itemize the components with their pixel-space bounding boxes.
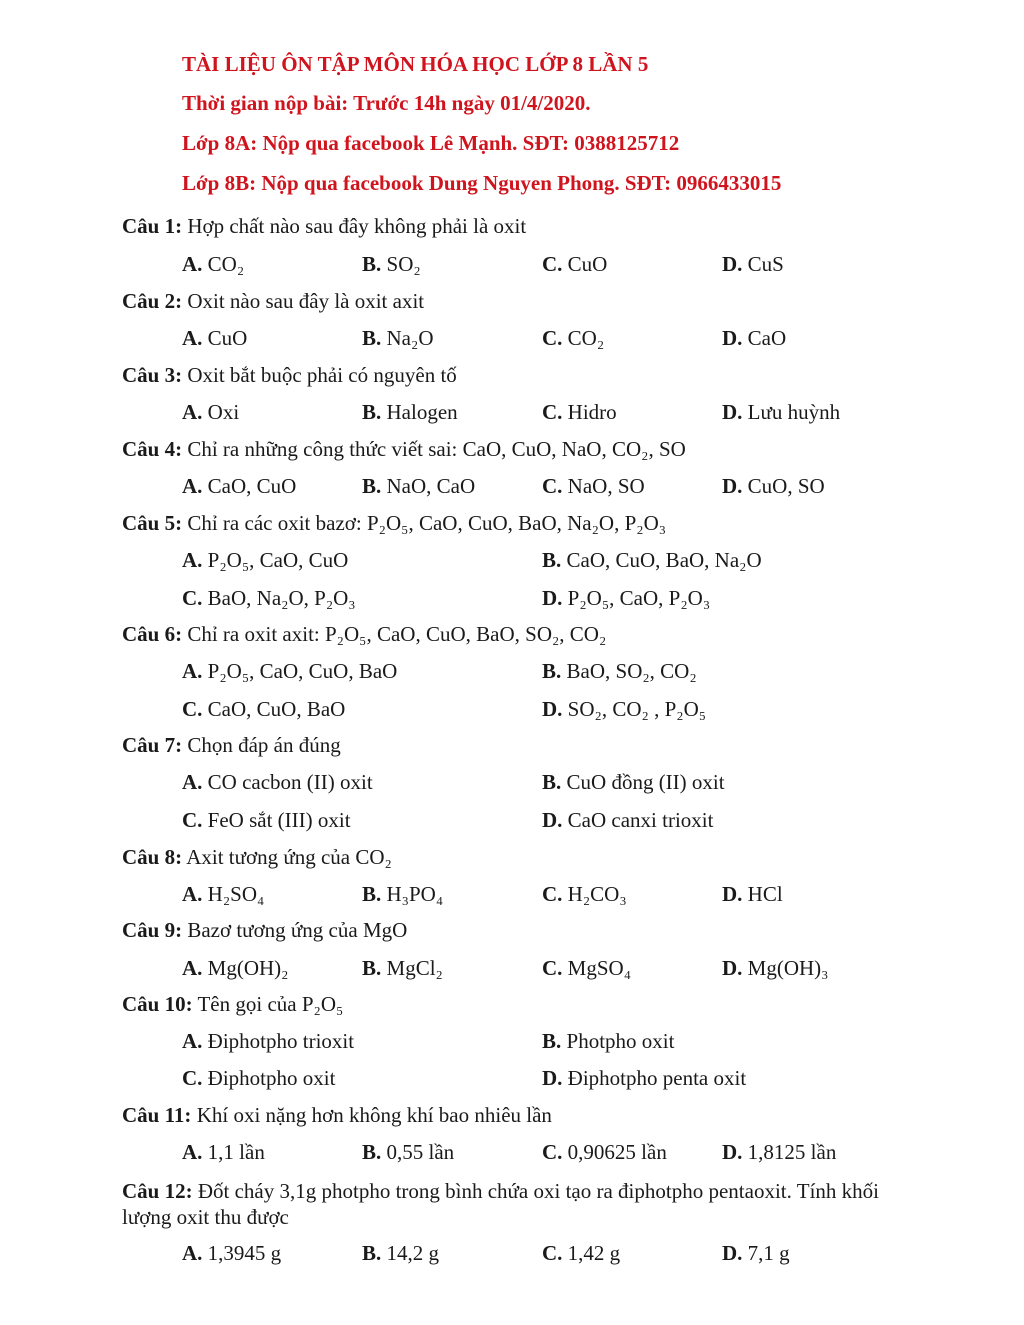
q12-option-d: D. 7,1 g (722, 1241, 790, 1265)
q7-option-c: C. FeO sắt (III) oxit (182, 808, 351, 832)
q5-option-d: D. P₂O₅, CaO, P₂O₃ (542, 586, 711, 610)
q8-option-c: C. H₂CO₃ (542, 882, 627, 906)
q12-option-c: C. 1,42 g (542, 1241, 621, 1265)
question-3: Câu 3: Oxit bắt buộc phải có nguyên tố (122, 363, 457, 387)
deadline-line: Thời gian nộp bài: Trước 14h ngày 01/4/2020. (182, 91, 591, 115)
q3-option-d: D. Lưu huỳnh (722, 400, 841, 424)
q7-option-a: A. CO cacbon (II) oxit (182, 770, 373, 794)
q2-option-d: D. CaO (722, 326, 787, 350)
q1-option-b: B. SO₂ (362, 252, 421, 276)
question-4: Câu 4: Chỉ ra những công thức viết sai: CaO, CuO, NaO, CO₂, SO (122, 437, 686, 461)
q9-option-b: B. MgCl₂ (362, 956, 443, 980)
class-8a-line: Lớp 8A: Nộp qua facebook Lê Mạnh. SĐT: 0388125712 (182, 131, 680, 155)
q8-option-b: B. H₃PO₄ (362, 882, 444, 906)
q2-option-b: B. Na₂O (362, 326, 434, 350)
q9-option-c: C. MgSO₄ (542, 956, 632, 980)
q6-option-a: A. P₂O₅, CaO, CuO, BaO (182, 659, 398, 683)
q7-option-b: B. CuO đồng (II) oxit (542, 770, 725, 794)
q4-option-d: D. CuO, SO (722, 474, 825, 498)
q8-option-a: A. H₂SO₄ (182, 882, 265, 906)
q11-option-a: A. 1,1 lần (182, 1140, 265, 1164)
document-title: TÀI LIỆU ÔN TẬP MÔN HÓA HỌC LỚP 8 LẦN 5 (182, 52, 649, 76)
q3-option-c: C. Hidro (542, 400, 617, 424)
question-6: Câu 6: Chỉ ra oxit axit: P₂O₅, CaO, CuO, BaO, SO₂, CO₂ (122, 622, 607, 646)
q11-option-c: C. 0,90625 lần (542, 1140, 667, 1164)
q1-option-c: C. CuO (542, 252, 608, 276)
q9-option-a: A. Mg(OH)₂ (182, 956, 289, 980)
q6-option-b: B. BaO, SO₂, CO₂ (542, 659, 697, 683)
q2-option-c: C. CO₂ (542, 326, 605, 350)
question-2: Câu 2: Oxit nào sau đây là oxit axit (122, 289, 425, 313)
question-1: Câu 1: Hợp chất nào sau đây không phải là oxit (122, 214, 527, 238)
q5-option-a: A. P₂O₅, CaO, CuO (182, 548, 349, 572)
q1-option-a: A. CO₂ (182, 252, 245, 276)
q9-option-d: D. Mg(OH)₃ (722, 956, 829, 980)
q12-option-a: A. 1,3945 g (182, 1241, 282, 1265)
question-9: Câu 9: Bazơ tương ứng của MgO (122, 918, 408, 942)
q5-option-c: C. BaO, Na₂O, P₂O₃ (182, 586, 356, 610)
question-7: Câu 7: Chọn đáp án đúng (122, 733, 341, 757)
q4-option-a: A. CaO, CuO (182, 474, 297, 498)
q11-option-b: B. 0,55 lần (362, 1140, 455, 1164)
q11-option-d: D. 1,8125 lần (722, 1140, 837, 1164)
q3-option-b: B. Halogen (362, 400, 458, 424)
q6-option-c: C. CaO, CuO, BaO (182, 697, 346, 721)
q7-option-d: D. CaO canxi trioxit (542, 808, 714, 832)
q10-option-d: D. Điphotpho penta oxit (542, 1066, 747, 1090)
question-12: Câu 12: Đốt cháy 3,1g photpho trong bình chứa oxi tạo ra điphotpho pentaoxit. Tính khối lượng oxit thu được (122, 1179, 879, 1229)
q5-option-b: B. CaO, CuO, BaO, Na₂O (542, 548, 762, 572)
q1-option-d: D. CuS (722, 252, 784, 276)
q10-option-b: B. Photpho oxit (542, 1029, 675, 1053)
question-11: Câu 11: Khí oxi nặng hơn không khí bao nhiêu lần (122, 1103, 552, 1127)
q12-option-b: B. 14,2 g (362, 1241, 440, 1265)
q3-option-a: A. Oxi (182, 400, 240, 424)
q10-option-c: C. Điphotpho oxit (182, 1066, 336, 1090)
question-5: Câu 5: Chỉ ra các oxit bazơ: P₂O₅, CaO, CuO, BaO, Na₂O, P₂O₃ (122, 511, 667, 535)
q10-option-a: A. Điphotpho trioxit (182, 1029, 355, 1053)
class-8b-line: Lớp 8B: Nộp qua facebook Dung Nguyen Phong. SĐT: 0966433015 (182, 171, 782, 195)
q4-option-c: C. NaO, SO (542, 474, 645, 498)
question-8: Câu 8: Axit tương ứng của CO₂ (122, 845, 392, 869)
q2-option-a: A. CuO (182, 326, 248, 350)
q4-option-b: B. NaO, CaO (362, 474, 476, 498)
q6-option-d: D. SO₂, CO₂ , P₂O₅ (542, 697, 707, 721)
q8-option-d: D. HCl (722, 882, 783, 906)
question-10: Câu 10: Tên gọi của P₂O₅ (122, 992, 344, 1016)
